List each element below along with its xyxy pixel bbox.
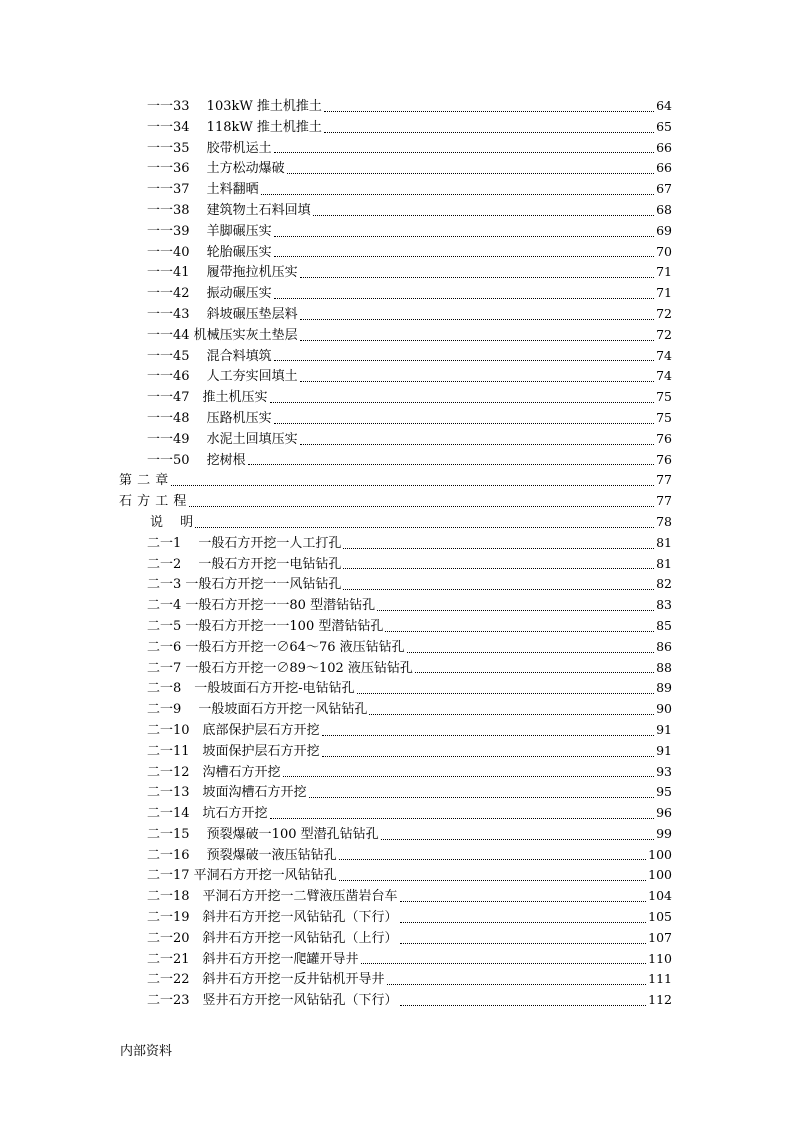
toc-entry-line [147, 762, 672, 783]
toc-entry[interactable] [0, 346, 794, 367]
toc-entry-line [147, 242, 672, 263]
dot-leader [322, 734, 655, 736]
table-of-contents [0, 96, 794, 1011]
toc-entry[interactable] [0, 969, 794, 990]
toc-entry-title: 二一22 斜井石方开挖一反井钻机开导井 [147, 972, 385, 988]
dot-leader [274, 297, 654, 299]
toc-entry-line [147, 969, 672, 990]
toc-entry-line [147, 554, 672, 575]
dot-leader [339, 879, 646, 881]
toc-entry-line [147, 990, 672, 1011]
dot-leader [343, 547, 654, 549]
toc-page-number: 74 [656, 368, 672, 384]
toc-page-number: 81 [656, 534, 672, 550]
dot-leader [270, 817, 655, 819]
toc-entry-title: 一一41 履带拖拉机压实 [147, 265, 298, 281]
toc-entry-title: 一一50 挖树根 [147, 452, 246, 468]
toc-page-number: 82 [656, 576, 672, 592]
toc-entry-title: 一一36 土方松动爆破 [147, 161, 285, 177]
footer-label: 内部资料 [120, 1044, 173, 1059]
toc-entry[interactable] [0, 637, 794, 658]
toc-entry-title: 二一19 斜井石方开挖一风钻钻孔（下行） [147, 910, 398, 926]
toc-entry-title: 二一16 预裂爆破一液压钻钻孔 [147, 847, 337, 863]
dot-leader [385, 630, 654, 632]
toc-entry-line [147, 450, 672, 471]
toc-entry-title: 二一10 底部保护层石方开挖 [147, 722, 320, 738]
toc-entry-line [147, 429, 672, 450]
toc-entry-line [147, 928, 672, 949]
toc-entry-line [147, 117, 672, 138]
toc-entry-title: 一一40 轮胎碾压实 [147, 244, 272, 260]
toc-page-number: 75 [656, 409, 672, 425]
dot-leader [261, 193, 654, 195]
toc-entry-line [147, 741, 672, 762]
toc-entry-line [147, 533, 672, 554]
toc-page-number: 88 [656, 659, 672, 675]
toc-entry-title: 二一9 一般坡面石方开挖一风钻钻孔 [147, 702, 368, 718]
toc-entry-line [147, 262, 672, 283]
toc-entry-title: 二一23 竖井石方开挖一风钻钻孔（下行） [147, 993, 398, 1009]
toc-page-number: 100 [648, 867, 672, 883]
dot-leader [274, 359, 654, 361]
toc-entry[interactable] [0, 928, 794, 949]
toc-entry-title: 二一3 一般石方开挖一一风钻钻孔 [147, 577, 342, 593]
dot-leader [274, 151, 654, 153]
dot-leader [400, 900, 647, 902]
toc-entry-line [147, 221, 672, 242]
toc-entry[interactable] [0, 283, 794, 304]
toc-entry[interactable] [0, 138, 794, 159]
toc-entry-title: 一一38 建筑物土石料回填 [147, 202, 311, 218]
dot-leader [274, 255, 654, 257]
toc-entry[interactable] [0, 574, 794, 595]
toc-page-number: 64 [656, 98, 672, 113]
toc-entry[interactable] [0, 554, 794, 575]
toc-entry-title: 二一18 平洞石方开挖一二臂液压凿岩台车 [147, 889, 398, 905]
dot-leader [400, 921, 647, 923]
toc-entry[interactable] [0, 824, 794, 845]
toc-page-number: 110 [648, 950, 672, 966]
dot-leader [270, 401, 655, 403]
toc-page-number: 95 [656, 784, 672, 800]
toc-entry-line [147, 658, 672, 679]
toc-page-number: 75 [656, 389, 672, 405]
dot-leader [339, 858, 646, 860]
dot-leader [171, 484, 654, 486]
toc-entry[interactable] [0, 741, 794, 762]
dot-leader [300, 276, 654, 278]
dot-leader [300, 380, 654, 382]
toc-page-number: 85 [656, 617, 672, 633]
toc-page-number: 100 [648, 846, 672, 862]
toc-page-number: 68 [656, 201, 672, 217]
toc-entry[interactable] [0, 990, 794, 1011]
toc-entry-title: 二一20 斜井石方开挖一风钻钻孔（上行） [147, 930, 398, 946]
toc-entry-line [147, 595, 672, 616]
toc-entry[interactable] [0, 242, 794, 263]
toc-entry[interactable] [0, 200, 794, 221]
toc-entry-title: 二一15 预裂爆破一100 型潜孔钻钻孔 [147, 826, 379, 842]
dot-leader [343, 588, 654, 590]
toc-entry-line [147, 865, 672, 886]
dot-leader [324, 110, 654, 112]
toc-entry-title: 二一1 一般石方开挖一人工打孔 [147, 535, 342, 551]
toc-entry-line [119, 491, 672, 512]
toc-entry-line [147, 678, 672, 699]
toc-entry-title: 一一47 推土机压实 [147, 390, 268, 406]
toc-entry[interactable] [0, 803, 794, 824]
toc-entry[interactable] [0, 179, 794, 200]
toc-entry[interactable] [0, 491, 794, 512]
dot-leader [407, 651, 654, 653]
toc-entry[interactable] [0, 387, 794, 408]
toc-entry-title: 二一6 一般石方开挖一∅64～76 液压钻钻孔 [147, 639, 405, 655]
toc-entry-title: 第 二 章 [119, 473, 169, 489]
toc-entry[interactable] [0, 658, 794, 679]
toc-entry-line [147, 782, 672, 803]
toc-page-number: 66 [656, 160, 672, 176]
dot-leader [287, 172, 654, 174]
toc-page-number: 96 [656, 805, 672, 821]
toc-entry[interactable] [0, 720, 794, 741]
toc-entry[interactable] [0, 845, 794, 866]
toc-entry-line [150, 512, 672, 533]
toc-entry-line [147, 200, 672, 221]
toc-entry-title: 一一43 斜坡碾压垫层料 [147, 306, 298, 322]
toc-entry[interactable] [0, 616, 794, 637]
toc-entry-line [147, 616, 672, 637]
toc-entry[interactable] [0, 782, 794, 803]
dot-leader [400, 1004, 647, 1006]
toc-entry[interactable] [0, 533, 794, 554]
toc-entry-line [147, 96, 672, 117]
toc-page-number: 104 [648, 888, 672, 904]
toc-entry-line [147, 803, 672, 824]
toc-entry-line [147, 845, 672, 866]
toc-page-number: 93 [656, 763, 672, 779]
toc-entry-line [147, 574, 672, 595]
toc-page-number: 65 [656, 118, 672, 134]
toc-entry[interactable] [0, 949, 794, 970]
toc-entry-line [147, 907, 672, 928]
toc-page-number: 67 [656, 181, 672, 197]
toc-entry-title: 一一48 压路机压实 [147, 410, 272, 426]
toc-page-number: 69 [656, 222, 672, 238]
toc-entry[interactable] [0, 96, 794, 117]
dot-leader [369, 713, 654, 715]
toc-page-number: 83 [656, 597, 672, 613]
toc-entry[interactable] [0, 366, 794, 387]
toc-entry-line [147, 637, 672, 658]
toc-entry-line [147, 824, 672, 845]
toc-entry[interactable] [0, 512, 794, 533]
toc-entry[interactable] [0, 221, 794, 242]
toc-entry-title: 二一21 斜井石方开挖一爬罐开导井 [147, 951, 359, 967]
dot-leader [387, 983, 647, 985]
toc-page-number: 81 [656, 555, 672, 571]
toc-page-number: 66 [656, 139, 672, 155]
toc-entry-title: 二一12 沟槽石方开挖 [147, 764, 281, 780]
toc-page-number: 77 [656, 472, 672, 488]
toc-entry[interactable] [0, 886, 794, 907]
toc-entry-title: 一一42 振动碾压实 [147, 286, 272, 302]
toc-entry-line [147, 720, 672, 741]
toc-entry-line [147, 886, 672, 907]
toc-entry[interactable] [0, 470, 794, 491]
toc-entry-title: 二一2 一般石方开挖一电钻钻孔 [147, 556, 342, 572]
toc-entry[interactable] [0, 762, 794, 783]
toc-entry-title: 二一17 平洞石方开挖一风钻钻孔 [147, 868, 337, 884]
toc-entry-line [119, 470, 672, 491]
toc-entry-title: 二一11 坡面保护层石方开挖 [147, 743, 320, 759]
toc-entry-title: 说 明 [150, 514, 194, 530]
toc-page-number: 111 [648, 971, 672, 987]
dot-leader [274, 235, 654, 237]
toc-entry-title: 一一46 人工夯实回填土 [147, 369, 298, 385]
toc-page-number: 105 [648, 909, 672, 925]
toc-entry-title: 二一8 一般坡面石方开挖-电钻钻孔 [147, 681, 355, 697]
toc-entry[interactable] [0, 450, 794, 471]
dot-leader [324, 131, 654, 133]
toc-entry[interactable] [0, 408, 794, 429]
dot-leader [400, 942, 647, 944]
dot-leader [248, 463, 654, 465]
toc-entry-title: 一一33 103kW 推土机推土 [147, 99, 322, 114]
dot-leader [357, 692, 654, 694]
toc-page-number: 72 [656, 326, 672, 342]
dot-leader [300, 339, 654, 341]
toc-entry-line [147, 179, 672, 200]
toc-entry-title: 二一4 一般石方开挖一一80 型潜钻钻孔 [147, 598, 376, 614]
dot-leader [322, 755, 655, 757]
toc-entry-line [147, 325, 672, 346]
toc-page-number: 70 [656, 243, 672, 259]
toc-page-number: 99 [656, 825, 672, 841]
toc-entry-title: 一一34 118kW 推土机推土 [147, 119, 322, 135]
toc-entry-title: 二一5 一般石方开挖一一100 型潜钻钻孔 [147, 618, 384, 634]
toc-entry[interactable] [0, 699, 794, 720]
toc-entry[interactable] [0, 865, 794, 886]
toc-entry-line [147, 387, 672, 408]
toc-entry-line [147, 949, 672, 970]
toc-entry-line [147, 283, 672, 304]
toc-entry-title: 一一44 机械压实灰土垫层 [147, 327, 298, 343]
toc-entry-title: 二一7 一般石方开挖一∅89～102 液压钻钻孔 [147, 660, 413, 676]
toc-entry-line [147, 366, 672, 387]
toc-entry-line [147, 138, 672, 159]
toc-entry[interactable] [0, 158, 794, 179]
dot-leader [283, 775, 655, 777]
toc-page-number: 90 [656, 701, 672, 717]
toc-page-number: 72 [656, 305, 672, 321]
toc-entry[interactable] [0, 429, 794, 450]
toc-entry[interactable] [0, 595, 794, 616]
toc-entry-line [147, 346, 672, 367]
toc-page-number: 77 [656, 493, 672, 509]
dot-leader [189, 505, 654, 507]
dot-leader [313, 214, 654, 216]
toc-page-number: 91 [656, 721, 672, 737]
toc-entry-title: 一一35 胶带机运土 [147, 140, 272, 156]
dot-leader [377, 609, 654, 611]
dot-leader [381, 838, 654, 840]
toc-entry-title: 二一13 坡面沟槽石方开挖 [147, 785, 307, 801]
toc-entry-title: 石 方 工 程 [119, 494, 187, 510]
toc-entry[interactable] [0, 262, 794, 283]
toc-page-number: 71 [656, 285, 672, 301]
toc-entry-title: 二一14 坑石方开挖 [147, 806, 268, 822]
toc-entry-title: 一一45 混合料填筑 [147, 348, 272, 364]
dot-leader [309, 796, 655, 798]
toc-entry-title: 一一49 水泥土回填压实 [147, 431, 298, 447]
toc-page-number: 76 [656, 451, 672, 467]
toc-entry[interactable] [0, 678, 794, 699]
toc-page-number: 74 [656, 347, 672, 363]
toc-entry-line [147, 408, 672, 429]
dot-leader [195, 526, 654, 528]
toc-page-number: 78 [656, 513, 672, 529]
toc-entry[interactable] [0, 117, 794, 138]
toc-page-number: 76 [656, 430, 672, 446]
toc-entry-line [147, 304, 672, 325]
dot-leader [274, 422, 654, 424]
toc-page-number: 89 [656, 680, 672, 696]
toc-entry-line [147, 699, 672, 720]
toc-page-number: 91 [656, 742, 672, 758]
toc-page-number: 71 [656, 264, 672, 280]
dot-leader [361, 962, 647, 964]
toc-entry-title: 一一37 土料翻晒 [147, 182, 259, 198]
toc-entry-line [147, 158, 672, 179]
toc-page-number: 86 [656, 638, 672, 654]
dot-leader [343, 567, 654, 569]
dot-leader [300, 318, 654, 320]
toc-entry-title: 一一39 羊脚碾压实 [147, 223, 272, 239]
toc-entry[interactable] [0, 907, 794, 928]
dot-leader [415, 671, 654, 673]
dot-leader [300, 443, 654, 445]
toc-page-number: 107 [648, 929, 672, 945]
toc-page-number: 112 [648, 992, 672, 1008]
toc-entry[interactable] [0, 325, 794, 346]
toc-entry[interactable] [0, 304, 794, 325]
